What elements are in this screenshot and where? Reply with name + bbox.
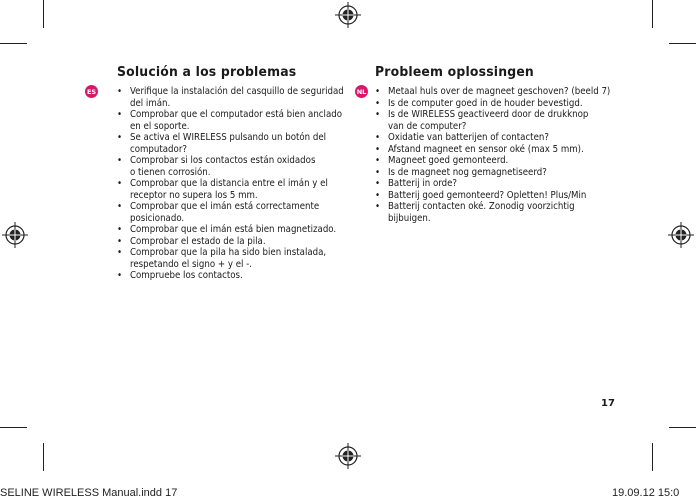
language-badge-es: ES <box>85 85 98 98</box>
list-item: • Comprobar que el computador está bien anclado en el soporte. <box>114 109 349 132</box>
list-item: • Comprobar que el imán está bien magnetizado. <box>114 224 349 236</box>
section-title-es: Solución a los problemas <box>117 64 297 80</box>
section-title-nl: Probleem oplossingen <box>375 64 534 80</box>
troubleshooting-nl <box>372 64 632 224</box>
list-item: • Is de WIRELESS geactiveerd door de drukknop van de computer? <box>372 109 632 132</box>
registration-mark-icon <box>335 443 361 469</box>
crop-mark <box>43 0 44 28</box>
list-item: • Is de computer goed in de houder bevestigd. <box>372 98 632 110</box>
list-item: • Metaal huls over de magneet geschoven? (beeld 7) <box>372 86 632 98</box>
page-number: 17 <box>601 398 615 409</box>
crop-mark <box>652 0 653 28</box>
list-item: • Batterij goed gemonteerd? Opletten! Plus/Min <box>372 190 632 202</box>
slug-date: 19.09.12 15:0 <box>612 487 680 499</box>
crop-mark <box>669 43 696 44</box>
list-item: • Comprobar que la pila ha sido bien instalada, respetando el signo + y el -. <box>114 247 349 270</box>
crop-mark <box>669 427 696 428</box>
list-item: • Is de magneet nog gemagnetiseerd? <box>372 167 632 179</box>
registration-mark-icon <box>2 222 28 248</box>
list-item: • Comprobar que el imán está correctamente posicionado. <box>114 201 349 224</box>
language-badge-nl: NL <box>355 85 368 98</box>
list-item: • Afstand magneet en sensor oké (max 5 mm). <box>372 144 632 156</box>
checklist-nl <box>372 86 632 224</box>
list-item: • Oxidatie van batterijen of contacten? <box>372 132 632 144</box>
list-item: • Batterij contacten oké. Zonodig voorzichtig bijbuigen. <box>372 201 632 224</box>
registration-mark-icon <box>335 2 361 28</box>
troubleshooting-es <box>114 64 349 282</box>
crop-mark <box>652 443 653 471</box>
slug-filename: SELINE WIRELESS Manual.indd 17 <box>0 487 178 499</box>
list-item: • Batterij in orde? <box>372 178 632 190</box>
crop-mark <box>0 427 27 428</box>
list-item: • Magneet goed gemonteerd. <box>372 155 632 167</box>
registration-mark-icon <box>668 222 694 248</box>
list-item: • Compruebe los contactos. <box>114 270 349 282</box>
list-item: • Comprobar que la distancia entre el imán y el receptor no supera los 5 mm. <box>114 178 349 201</box>
checklist-es <box>114 86 349 282</box>
list-item: • Comprobar el estado de la pila. <box>114 236 349 248</box>
list-item: • Comprobar si los contactos están oxidados o tienen corrosión. <box>114 155 349 178</box>
list-item: • Se activa el WIRELESS pulsando un botón del computador? <box>114 132 349 155</box>
crop-mark <box>0 43 27 44</box>
list-item: • Verifique la instalación del casquillo de seguridad del imán. <box>114 86 349 109</box>
crop-mark <box>43 443 44 471</box>
